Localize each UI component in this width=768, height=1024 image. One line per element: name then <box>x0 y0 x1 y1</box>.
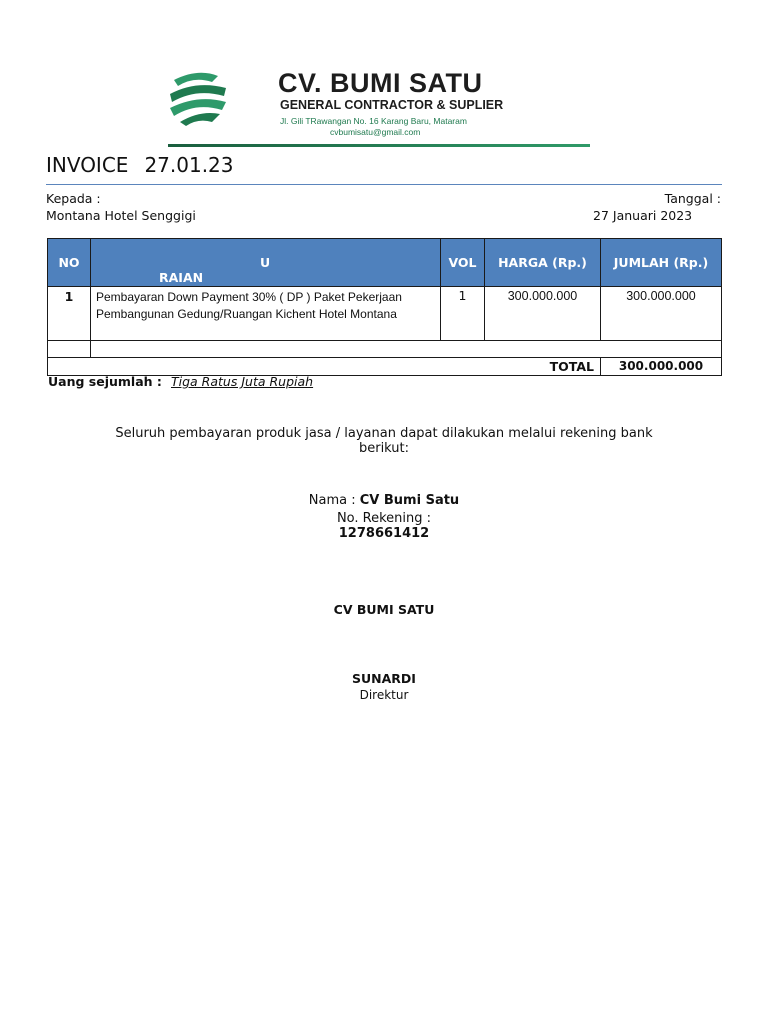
table-row-no-cell <box>47 286 91 341</box>
col-header-uraian <box>90 238 441 287</box>
table-row-harga-cell <box>484 286 601 341</box>
account-number-label: No. Rekening : <box>336 511 432 526</box>
payment-note: Seluruh pembayaran produk jasa / layanan dapat dilakukan melalui rekening bank berikut: <box>115 426 653 456</box>
company-address: Jl. Gili TRawangan No. 16 Karang Baru, Mataram <box>280 116 467 126</box>
total-value-cell <box>600 357 722 376</box>
col-header-uraian-bottom: RAIAN <box>159 270 204 285</box>
empty-row-cell <box>90 340 722 358</box>
title-divider <box>46 184 722 185</box>
bank-name-line <box>200 493 568 508</box>
signature-title: Direktur <box>359 688 409 702</box>
total-label: TOTAL <box>549 359 594 374</box>
row-description-line1: Pembayaran Down Payment 30% ( DP ) Paket Pekerjaan <box>96 290 402 304</box>
table-row-desc-cell <box>90 286 441 341</box>
invoice-title <box>46 153 234 177</box>
invoice-table <box>47 238 722 376</box>
col-header-vol: VOL <box>440 238 485 287</box>
empty-row-no-cell <box>47 340 91 358</box>
col-header-jumlah: JUMLAH (Rp.) <box>600 238 722 287</box>
bank-name-value: CV Bumi Satu <box>359 493 460 508</box>
row-description-line2: Pembangunan Gedung/Ruangan Kichent Hotel Montana <box>96 307 397 321</box>
amount-words-label: Uang sejumlah : <box>48 374 162 389</box>
row-no: 1 <box>64 289 74 304</box>
date-value: 27 Januari 2023 <box>593 208 693 223</box>
account-number-value: 1278661412 <box>338 526 430 541</box>
row-harga: 300.000.000 <box>507 289 578 303</box>
invoice-number: 27.01.23 <box>144 153 234 177</box>
bank-name-label: Nama : <box>308 493 360 508</box>
row-vol: 1 <box>458 288 467 303</box>
recipient-name: Montana Hotel Senggigi <box>46 208 196 223</box>
col-header-uraian-top: U <box>260 255 271 270</box>
table-row-vol-cell <box>440 286 485 341</box>
table-row-jumlah-cell <box>600 286 722 341</box>
signature-name: SUNARDI <box>352 671 416 686</box>
amount-words-value: Tiga Ratus Juta Rupiah <box>171 374 314 389</box>
recipient-label: Kepada : <box>46 191 101 206</box>
signature-company: CV BUMI SATU <box>333 602 435 617</box>
company-subtitle: GENERAL CONTRACTOR & SUPLIER <box>280 98 504 112</box>
row-jumlah: 300.000.000 <box>626 289 696 303</box>
header-divider <box>168 144 590 147</box>
company-email: cvbumisatu@gmail.com <box>330 127 421 137</box>
company-name: CV. BUMI SATU <box>278 68 483 98</box>
col-header-no: NO <box>47 238 91 287</box>
total-value: 300.000.000 <box>618 359 704 373</box>
date-label: Tanggal : <box>664 191 721 206</box>
company-logo-icon <box>166 66 230 130</box>
col-header-harga: HARGA (Rp.) <box>484 238 601 287</box>
invoice-label: INVOICE <box>46 153 129 177</box>
